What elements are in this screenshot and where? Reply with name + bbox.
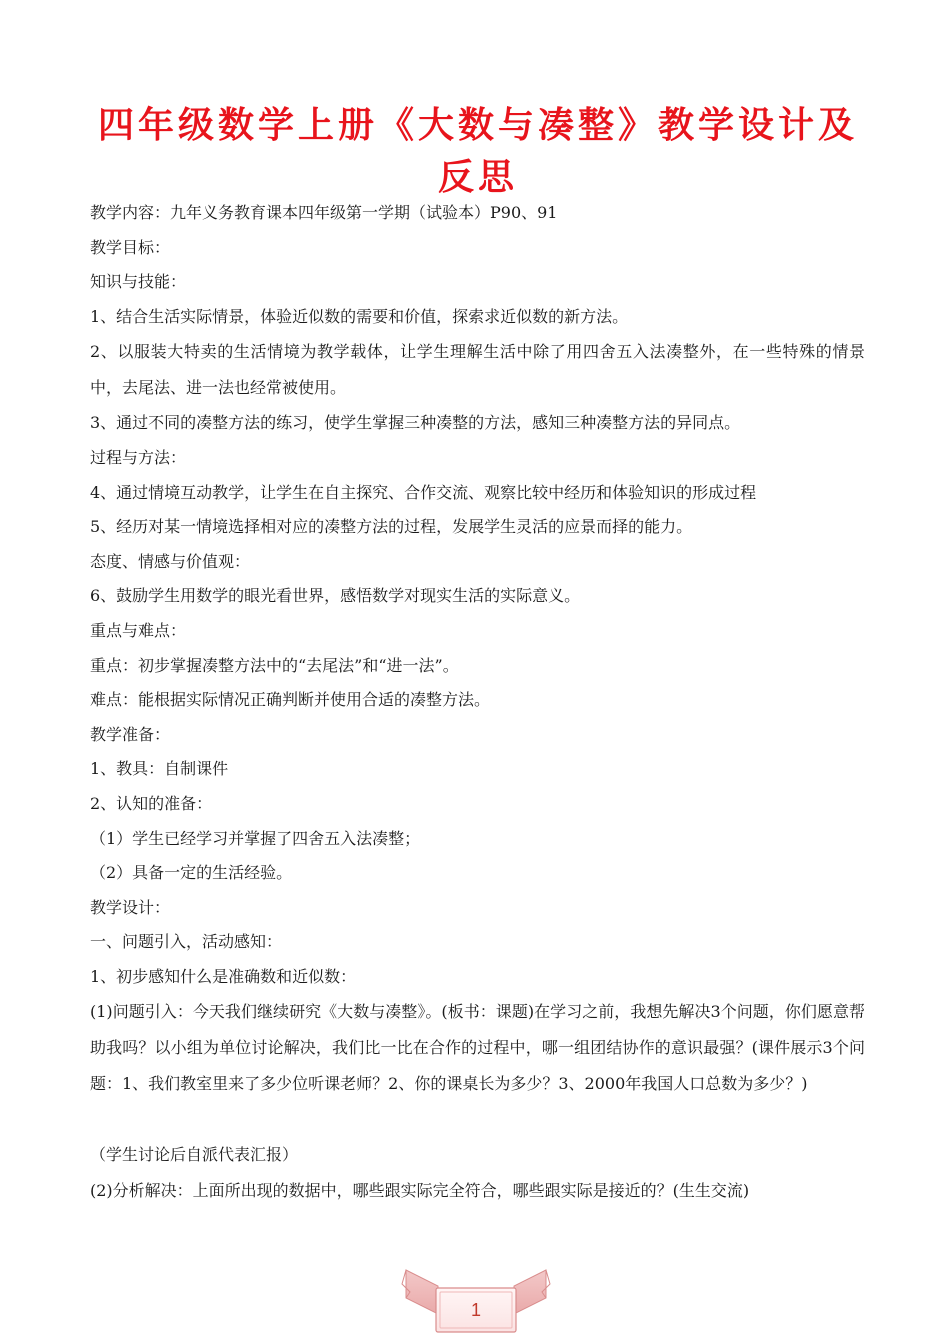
heading-process-methods: 过程与方法： (90, 447, 187, 467)
heading-preparation: 教学准备： (90, 724, 171, 744)
goal-item-1: 1、结合生活实际情景，体验近似数的需要和价值，探索求近似数的新方法。 (90, 306, 629, 326)
document-title: 四年级数学上册《大数与凑整》教学设计及反思 (97, 105, 858, 198)
goal-item-5: 5、经历对某一情境选择相对应的凑整方法的过程，发展学生灵活的应景而择的能力。 (90, 517, 693, 537)
section-one-heading: 一、问题引入，活动感知： (90, 932, 283, 952)
document-body (90, 196, 865, 1245)
heading-knowledge-skills: 知识与技能： (90, 272, 187, 292)
goal-item-4: 4、通过情境互动教学，让学生在自主探究、合作交流、观察比较中经历和体验知识的形成过程 (90, 482, 757, 502)
goal-item-2: 2、以服装大特卖的生活情境为教学载体，让学生理解生活中除了用四舍五入法凑整外，在一些特殊的情景中，去尾法、进一法也经常被使用。 (90, 342, 865, 398)
prep-item-1: 1、教具：自制课件 (90, 759, 229, 779)
page-number: 1 (470, 1300, 481, 1320)
difficult-point: 难点：能根据实际情况正确判断并使用合适的凑整方法。 (90, 690, 491, 710)
heading-attitude-values: 态度、情感与价值观： (90, 551, 251, 571)
section-one-item-1: 1、初步感知什么是准确数和近似数： (90, 966, 357, 986)
problem-intro-paragraph: (1)问题引入：今天我们继续研究《大数与凑整》。(板书：课题)在学习之前，我想先解决3个问题，你们愿意帮助我吗？以小组为单位讨论解决，我们比一比在合作的过程中，哪一组团结协作的意识最强？(课件展示3个问题：1、我们教室里来了多少位听课老师？2、你的课桌长为多少？3、2000年我国人口总数为多少？) (90, 1002, 865, 1094)
heading-key-difficult: 重点与难点： (90, 620, 187, 640)
heading-teaching-goals: 教学目标： (90, 237, 171, 257)
prep-sub-item-1: （1）学生已经学习并掌握了四舍五入法凑整； (90, 828, 421, 848)
prep-sub-item-2: （2）具备一定的生活经验。 (90, 863, 293, 883)
key-point: 重点：初步掌握凑整方法中的“去尾法”和“进一法”。 (90, 655, 459, 675)
paragraph-teaching-content: 教学内容：九年义务教育课本四年级第一学期（试验本）P90、91 (90, 203, 558, 222)
analysis-paragraph: (2)分析解决：上面所出现的数据中，哪些跟实际完全符合，哪些跟实际是接近的？(生生交流) (90, 1181, 750, 1201)
student-discussion-note: （学生讨论后自派代表汇报） (90, 1145, 299, 1165)
heading-teaching-design: 教学设计： (90, 897, 171, 917)
goal-item-3: 3、通过不同的凑整方法的练习，使学生掌握三种凑整的方法，感知三种凑整方法的异同点。 (90, 413, 741, 433)
goal-item-6: 6、鼓励学生用数学的眼光看世界，感悟数学对现实生活的实际意义。 (90, 586, 581, 606)
page-footer (0, 1262, 950, 1344)
prep-item-2: 2、认知的准备： (90, 793, 213, 813)
